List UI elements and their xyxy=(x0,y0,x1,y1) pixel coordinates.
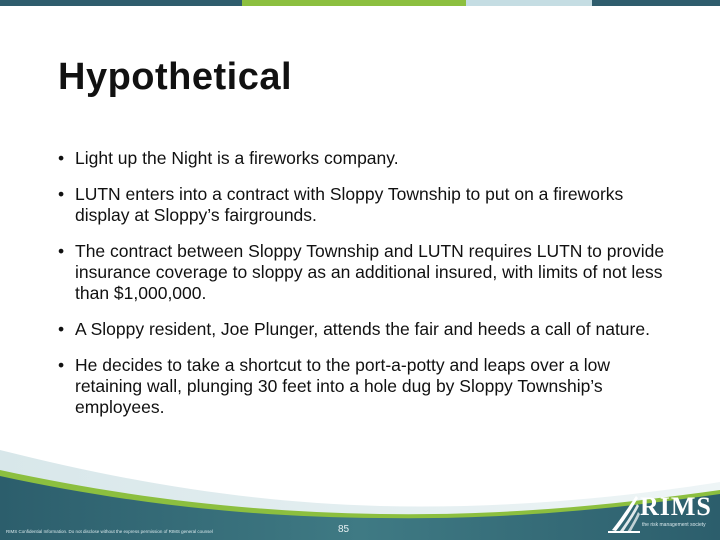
bullet-dot: • xyxy=(58,148,65,168)
bullet-text: A Sloppy resident, Joe Plunger, attends the fair and heeds a call of nature. xyxy=(75,319,650,339)
confidentiality-note: RIMS Confidential Information. Do not disclose without the express permission of RIMS general counsel xyxy=(6,529,213,534)
bullet-dot: • xyxy=(58,184,65,204)
bullet-item xyxy=(58,241,668,304)
top-color-bar xyxy=(0,0,720,6)
bullet-item xyxy=(58,184,668,226)
top-bar-teal-segment xyxy=(0,0,242,6)
bullet-list xyxy=(58,148,668,433)
bullet-item xyxy=(58,355,668,418)
bullet-text: LUTN enters into a contract with Sloppy Township to put on a fireworks display at Sloppy’s fairgrounds. xyxy=(75,184,624,225)
slide-title: Hypothetical xyxy=(58,56,293,98)
bullet-text: The contract between Sloppy Township and LUTN requires LUTN to provide insurance coverage to sloppy as an additional insured, with limits of not less than $1,000,000. xyxy=(75,241,665,303)
bullet-item xyxy=(58,319,668,340)
top-bar-teal-segment-right xyxy=(592,0,720,6)
bullet-text: Light up the Night is a fireworks company. xyxy=(75,148,399,168)
logo-tagline: the risk management society xyxy=(642,522,706,528)
page-number: 85 xyxy=(338,524,350,535)
bullet-item xyxy=(58,148,668,169)
bullet-dot: • xyxy=(58,241,65,261)
bullet-dot: • xyxy=(58,319,65,339)
bullet-dot: • xyxy=(58,355,65,375)
bullet-text: He decides to take a shortcut to the port-a-potty and leaps over a low retaining wall, plunging 30 feet into a hole dug by Sloppy Township’s employees. xyxy=(75,355,611,417)
top-bar-light-segment xyxy=(466,0,592,6)
logo-text: RIMS xyxy=(640,492,712,521)
top-bar-green-segment xyxy=(242,0,466,6)
